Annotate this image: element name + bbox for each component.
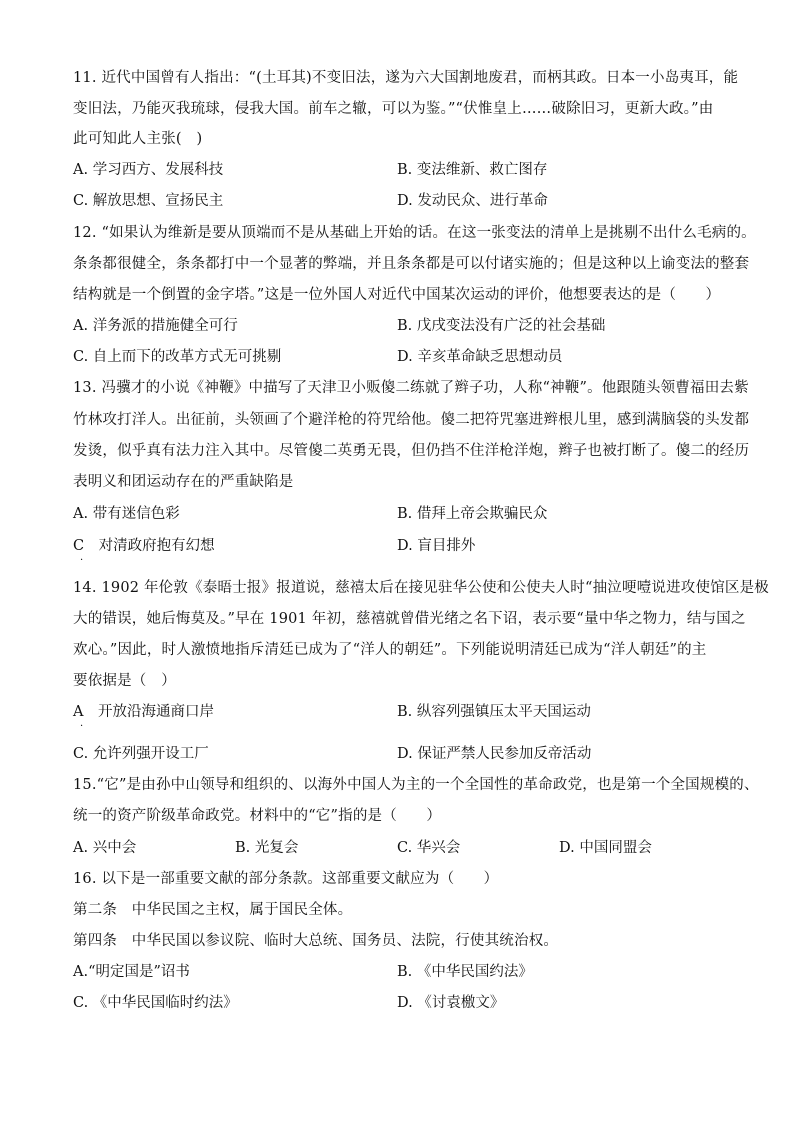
option-a: A.“明定国是”诏书 [73,964,190,980]
question-text-line: 条条都很健全，条条都打中一个显著的弊端，并且条条都是可以付诸实施的；但是这种以上谕变法的整套 [73,256,750,272]
question-text-line: 统一的资产阶级革命政党。材料中的“它”指的是（ ） [73,808,442,824]
question-text-line: 竹林攻打洋人。出征前，头领画了个避洋枪的符咒给他。傻二把符咒塞进辫根儿里，感到满脑袋的头发都 [73,412,750,428]
stray-dot-mark: · [80,721,84,732]
question-text-line: 第四条 中华民国以参议院、临时大总统、国务员、法院，行使其统治权。 [73,933,559,949]
question-text-line: 第二条 中华民国之主权，属于国民全体。 [73,902,353,918]
option-c: C. 华兴会 [397,840,461,856]
question-text-line: 14. 1902 年伦敦《泰晤士报》报道说，慈禧太后在接见驻华公使和公使夫人时“抽泣哽噎说进攻使馆区是极 [73,580,769,596]
option-d: D. 保证严禁人民参加反帝活动 [397,746,592,762]
question-text-line: 12. “如果认为维新是要从顶端而不是从基础上开始的话。在这一张变法的清单上是挑剔不出什么毛病的。 [73,225,756,241]
option-d: D. 中国同盟会 [559,840,652,856]
option-c: C. 自上而下的改革方式无可挑剔 [73,349,282,365]
option-c: C. 《中华民国临时约法》 [73,995,238,1011]
option-d: D. 《讨袁檄文》 [397,995,505,1011]
option-b: B. 变法维新、救亡图存 [397,162,548,178]
option-a: A. 带有迷信色彩 [73,506,180,522]
question-text-line: 此可知此人主张( ) [73,131,203,147]
option-d: D. 盲目排外 [397,538,476,554]
option-d: D. 辛亥革命缺乏思想动员 [397,349,563,365]
option-b: B. 戊戌变法没有广泛的社会基础 [397,318,606,334]
option-c: C 对清政府抱有幻想 [73,538,215,554]
option-b: B. 光复会 [235,840,299,856]
option-a: A. 学习西方、发展科技 [73,162,224,178]
option-b: B. 《中华民国约法》 [397,964,533,980]
question-text-line: 11. 近代中国曾有人指出：“(土耳其)不变旧法，遂为六大国割地废君，而柄其政。日本一小岛夷耳，能 [73,70,739,86]
question-text-line: 要依据是（ ） [73,673,176,689]
option-b: B. 纵容列强镇压太平天国运动 [397,704,591,720]
option-d: D. 发动民众、进行革命 [397,193,548,209]
question-text-line: 大的错误，她后悔莫及。”早在 1901 年初，慈禧就曾借光绪之名下诏，表示要“量中华之物力，结与国之 [73,611,746,627]
question-text-line: 发烫，似乎真有法力注入其中。尽管傻二英勇无畏，但仍挡不住洋枪洋炮，辫子也被打断了。傻二的经历 [73,443,750,459]
question-text-line: 欢心。”因此，时人激愤地指斥清廷已成为了“洋人的朝廷”。下列能说明清廷已成为“洋人朝廷”的主 [73,642,707,658]
option-a: A. 洋务派的措施健全可行 [73,318,238,334]
option-a: A. 兴中会 [73,840,137,856]
option-a: A 开放沿海通商口岸 [73,704,214,720]
question-text-line: 表明义和团运动存在的严重缺陷是 [73,474,294,490]
question-text-line: 变旧法，乃能灭我琉球，侵我大国。前车之辙，可以为鉴。”“伏惟皇上……破除旧习，更新大政。”由 [73,101,714,117]
option-b: B. 借拜上帝会欺骗民众 [397,506,548,522]
stray-dot-mark: · [80,555,84,566]
question-text-line: 15.“它”是由孙中山领导和组织的、以海外中国人为主的一个全国性的革命政党，也是第一个全国规模的、 [73,777,759,793]
question-text-line: 13. 冯骥才的小说《神鞭》中描写了天津卫小贩傻二练就了辫子功，人称“神鞭”。他跟随头领曹福田去紫 [73,380,749,396]
option-c: C. 解放思想、宣扬民主 [73,193,224,209]
question-text-line: 结构就是一个倒置的金字塔。”这是一位外国人对近代中国某次运动的评价，他想要表达的是（ ） [73,287,721,303]
question-text-line: 16. 以下是一部重要文献的部分条款。这部重要文献应为（ ） [73,871,499,887]
option-c: C. 允许列强开设工厂 [73,746,209,762]
